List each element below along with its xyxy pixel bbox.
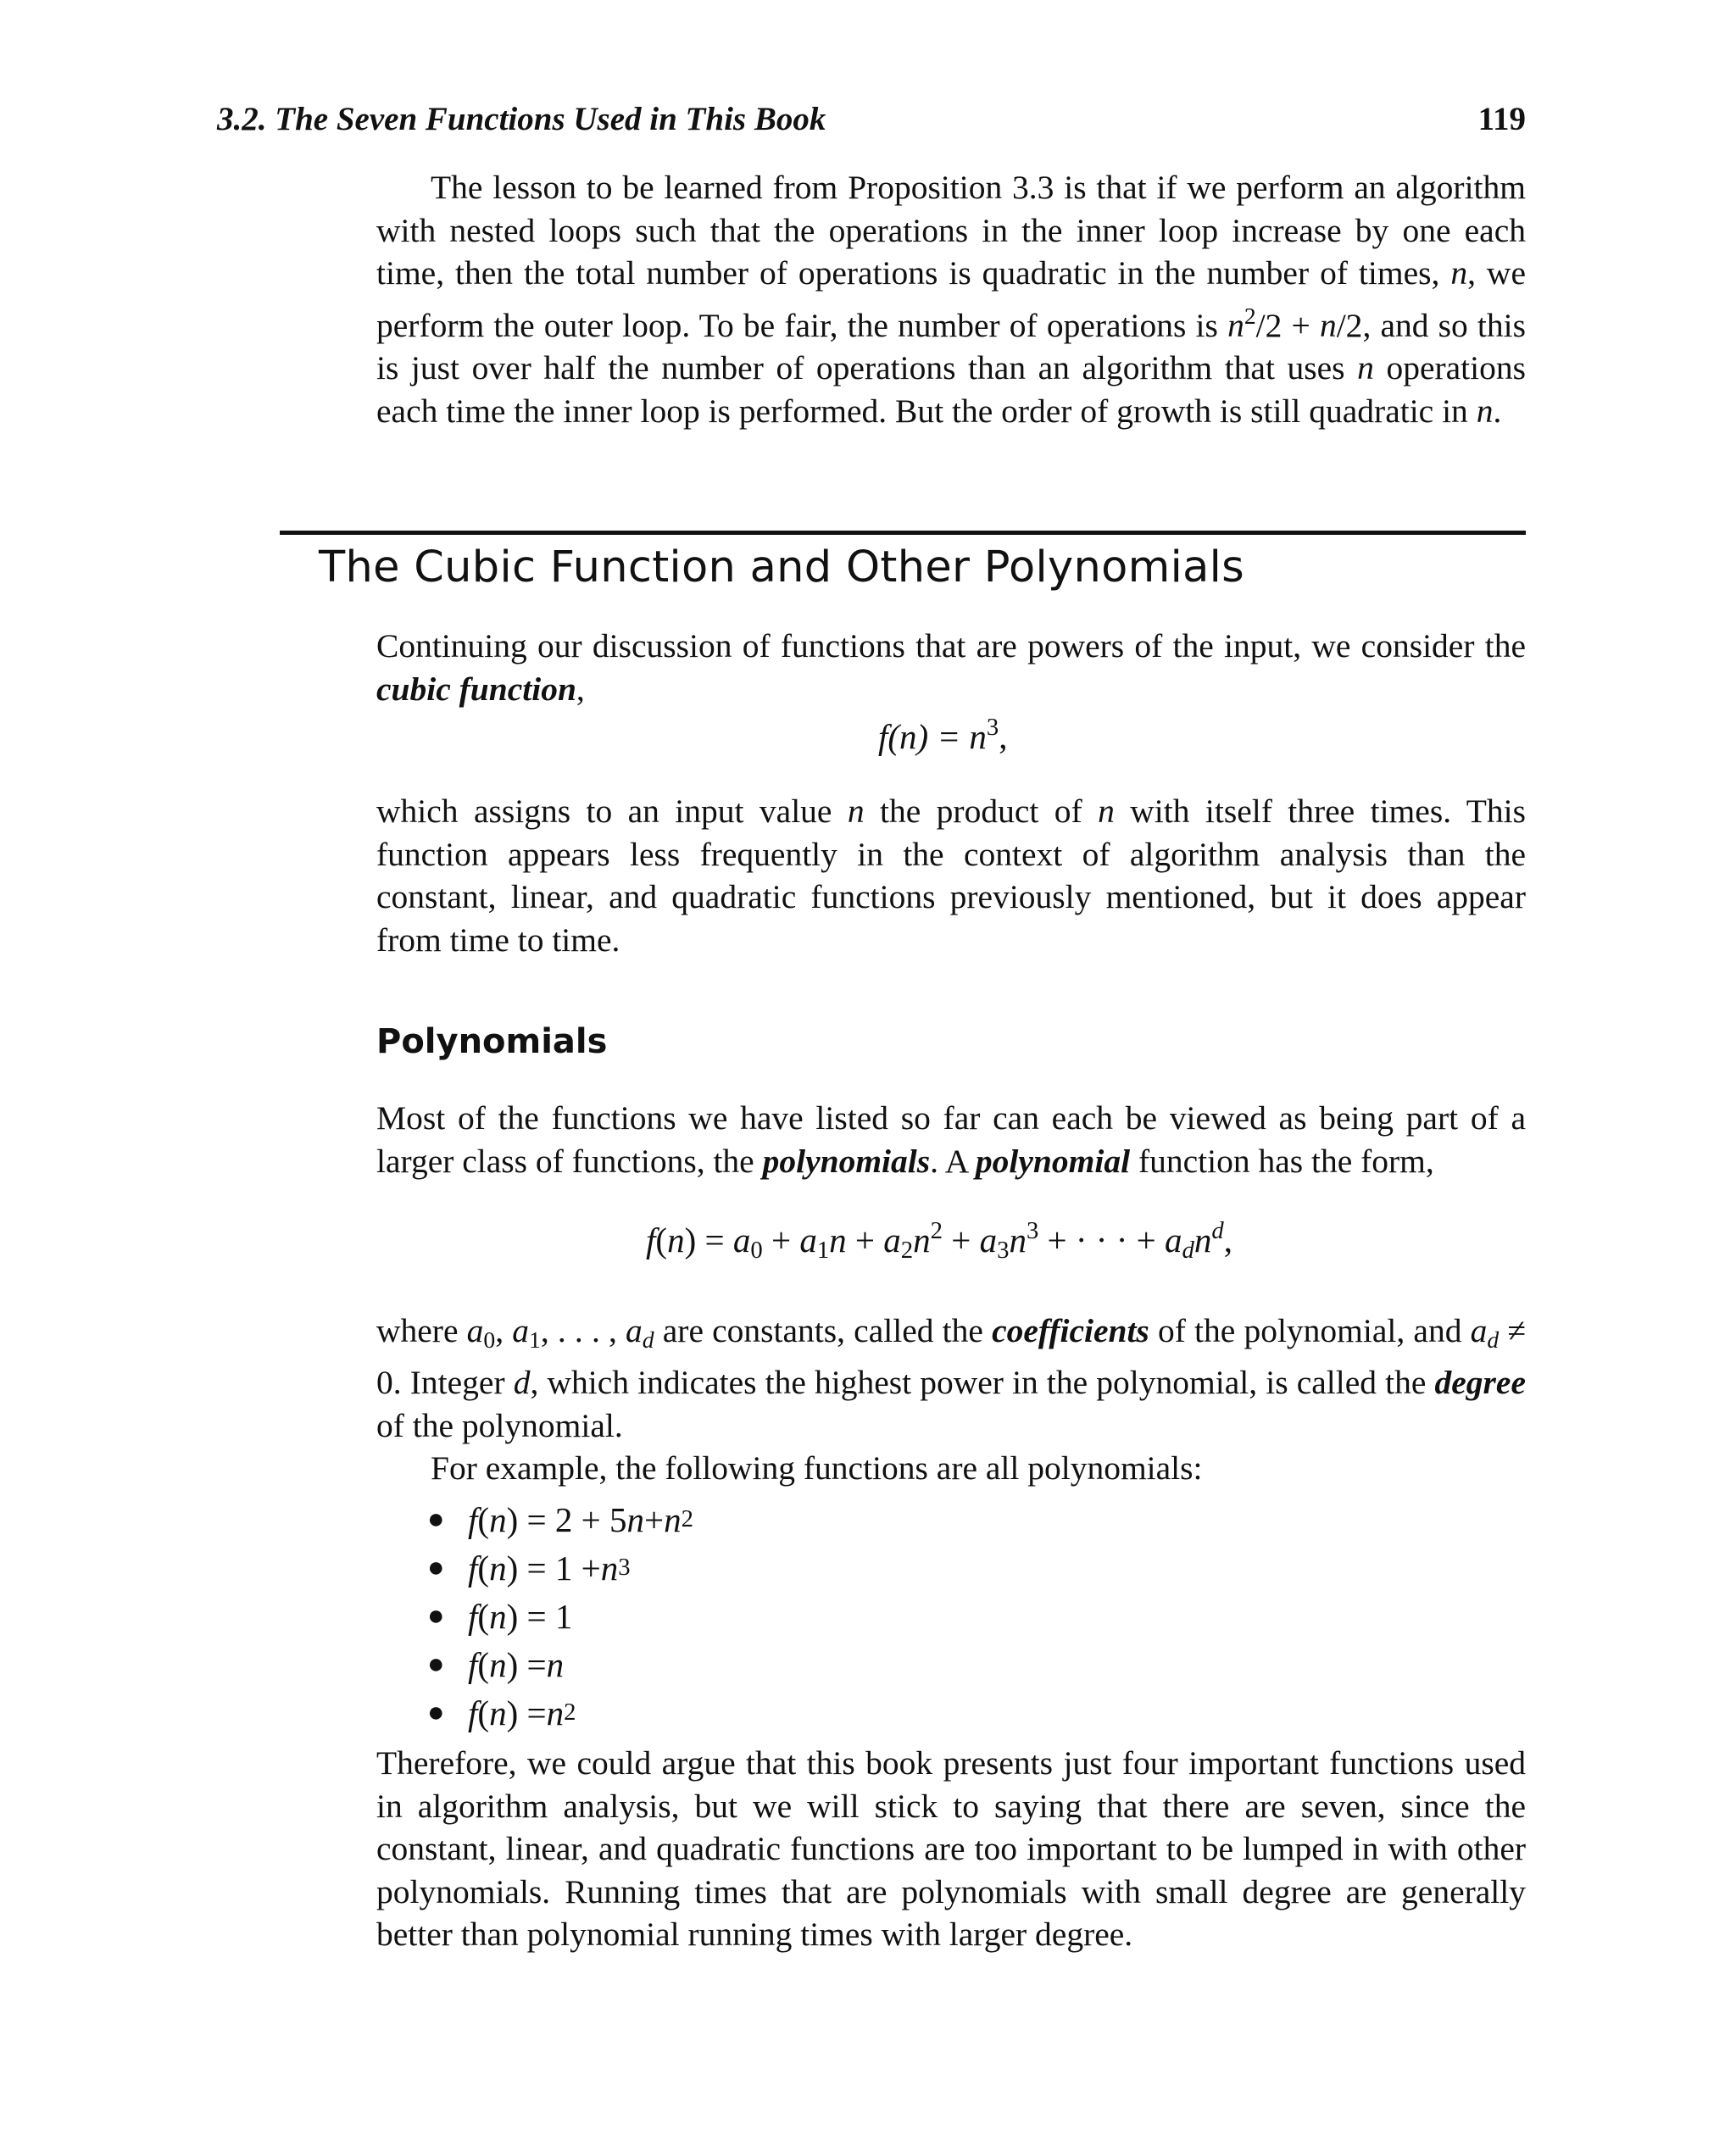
polynomials-paragraph-3: For example, the following functions are all polynomials: [431,1449,1203,1488]
cubic-paragraph-1: Continuing our discussion of functions that are powers of the input, we consider the cubic function, [376,627,1526,708]
polynomials-paragraph-2: where a0, a1, . . . , $a_d$ are constants, called the coefficients of the polynomial, and $a_d \ne 0$. Integer d, which indicates the highest power in the polynomial, is called the degree of the polynomial. For example, the following functions are all polynomials: [376,1310,1526,1490]
list-item: ● f ( n ) = n 2 [427,1693,576,1732]
term-coefficients: coefficients [992,1312,1149,1349]
term-polynomial: polynomial [975,1142,1131,1180]
polynomial-general-equation: $f(n) = a0 + a1n + a2n^2 + a3n^3$ + · · · + $a_dn^d$, [646,1217,1232,1264]
list-item: ● f ( n ) = n [427,1644,565,1684]
polynomials-paragraph-1: Most of the functions we have listed so far can each be viewed as being part of a larger class of functions, the polynomials. A polynomial function has the form, [376,1099,1526,1180]
section-divider [280,531,1526,535]
running-header [217,100,1526,138]
term-polynomials: polynomials [762,1142,931,1180]
term-cubic-function: cubic function [376,670,576,708]
intro-paragraph-block [376,166,1526,432]
math-n-squared-over-2: $n^2$ [1227,302,1256,344]
term-degree: degree [1434,1364,1526,1402]
cubic-paragraph-2: which assigns to an input value n the product of n with itself three times. This function appears less frequently in the context of algorithm analysis than the constant, linear, and quadratic functions previously mentioned, but it does appear from time to time. [376,792,1526,959]
list-item: ● f ( n ) = 2 + 5 n + n 2 [427,1499,693,1539]
intro-paragraph: The lesson to be learned from Proposition 3.3 is that if we perform an algorithm with nested loops such that the operations in the inner loop increase by one each time, then the total number of operations is quadratic in the number of times, n, we perform the outer loop. To be fair, the number of operations is $n^2/2 + n/2$, and so this is just over half the number of operations than an algorithm that uses n operations each time the inner loop is performed. But the order of growth is still quadratic in n. [376,169,1526,430]
subsection-heading: Polynomials [376,1022,608,1061]
polynomial-examples-list [427,1495,693,1737]
list-item: ● f ( n ) = 1 + n 3 [427,1548,631,1588]
polynomials-paragraph-4: Therefore, we could argue that this book presents just four important functions used in algorithm analysis, but we will stick to saying that there are seven, since the constant, linear, and quadratic functions are too important to be lumped in with other polynomials. Running times that are polynomials with small degree are generally better than polynomial running times with larger degree. [376,1744,1526,1953]
section-heading: The Cubic Function and Other Polynomials [319,542,1244,592]
page-number: 119 [1477,101,1526,137]
running-header-section: 3.2. The Seven Functions Used in This Book [217,101,826,137]
list-item: ● f ( n ) = 1 [427,1596,573,1636]
cubic-equation: $f(n) = n^3$, [878,714,1008,756]
